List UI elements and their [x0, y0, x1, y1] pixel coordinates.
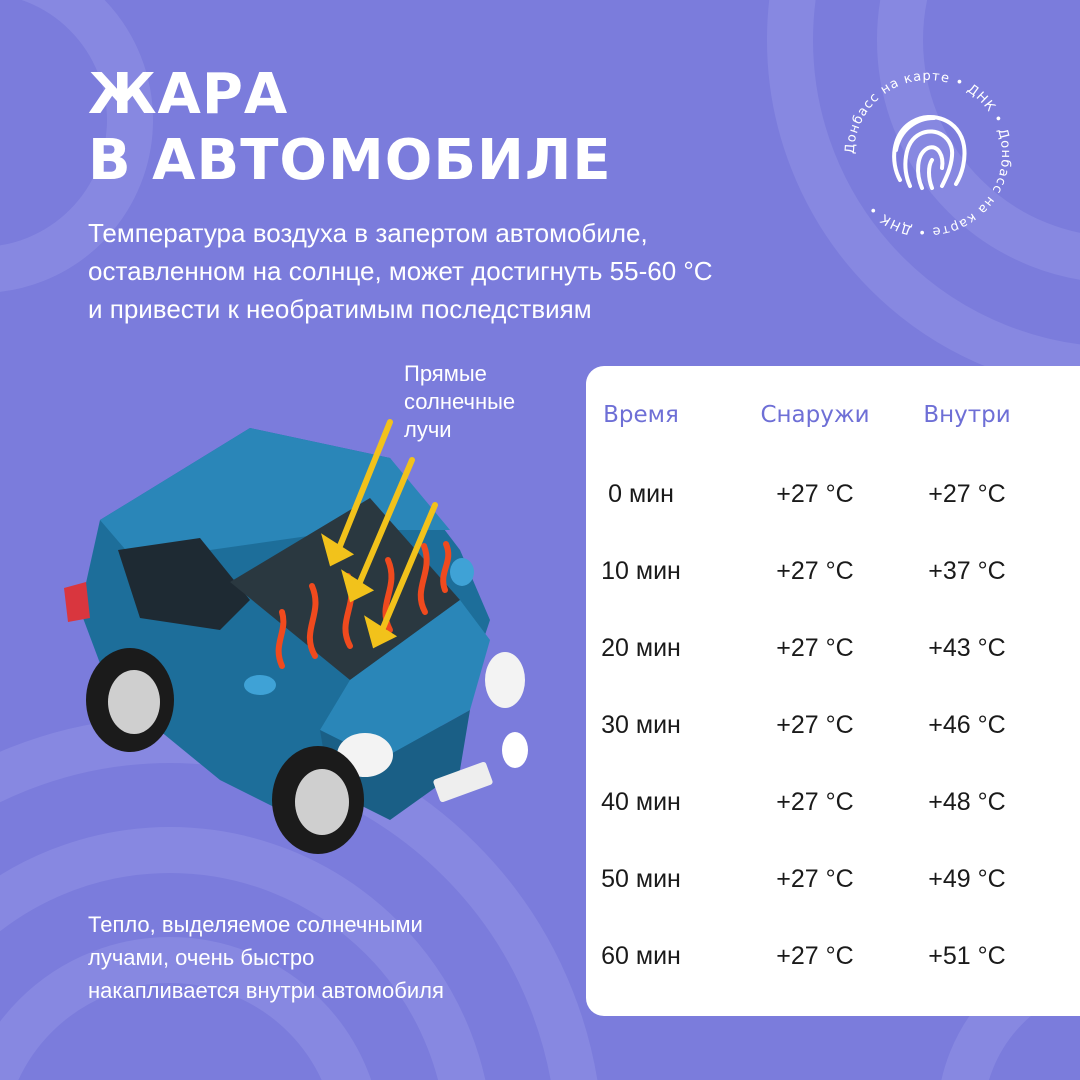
sun-rays-label-line: Прямые: [404, 361, 487, 386]
title-line-2: В АВТОМОБИЛЕ: [88, 128, 612, 193]
cell-time: 50 мин: [601, 865, 681, 893]
subtitle-line-3: и привести к необратимым последствиям: [88, 294, 592, 324]
header-inside: Внутри: [923, 402, 1011, 428]
fingerprint-map-icon: [894, 117, 964, 188]
cell-inside: +48 °С: [928, 788, 1006, 816]
footnote: [88, 908, 444, 1007]
cell-outside: +27 °С: [776, 634, 854, 662]
cell-inside: +49 °С: [928, 865, 1006, 893]
cell-outside: +27 °С: [776, 865, 854, 893]
cell-outside: +27 °С: [776, 480, 854, 508]
cell-inside: +27 °С: [928, 480, 1006, 508]
cell-outside: +27 °С: [776, 788, 854, 816]
cell-inside: +43 °С: [928, 634, 1006, 662]
footnote-line: Тепло, выделяемое солнечными: [88, 912, 423, 937]
subtitle-line-1: Температура воздуха в запертом автомобиле,: [88, 218, 648, 248]
page-title: [88, 62, 612, 194]
svg-text:Донбасс на карте • ДНК • Донба: Донбасс на карте • ДНК • Донбасс на карте • ДНК •: [842, 68, 1014, 240]
subtitle-line-2: оставленном на солнце, может достигнуть 55-60 °С: [88, 256, 713, 286]
header-outside: Снаружи: [760, 402, 870, 428]
dnk-logo: [838, 64, 1018, 244]
footnote-line: лучами, очень быстро: [88, 945, 315, 970]
cell-inside: +37 °С: [928, 557, 1006, 585]
sun-rays-label: [404, 360, 515, 444]
cell-time: 0 мин: [608, 480, 674, 508]
subtitle: [88, 214, 868, 328]
cell-inside: +46 °С: [928, 711, 1006, 739]
sun-rays-label-line: солнечные: [404, 389, 516, 414]
cell-outside: +27 °С: [776, 557, 854, 585]
temperature-table: [586, 366, 1080, 1016]
cell-time: 20 мин: [601, 634, 681, 662]
cell-outside: +27 °С: [776, 711, 854, 739]
cell-outside: +27 °С: [776, 942, 854, 970]
cell-time: 40 мин: [601, 788, 681, 816]
cell-inside: +51 °С: [928, 942, 1006, 970]
title-line-1: ЖАРА: [88, 62, 289, 127]
sun-rays-label-line: лучи: [404, 417, 452, 442]
cell-time: 30 мин: [601, 711, 681, 739]
cell-time: 10 мин: [601, 557, 681, 585]
cell-time: 60 мин: [601, 942, 681, 970]
header-time: Время: [603, 402, 679, 428]
footnote-line: накапливается внутри автомобиля: [88, 978, 444, 1003]
